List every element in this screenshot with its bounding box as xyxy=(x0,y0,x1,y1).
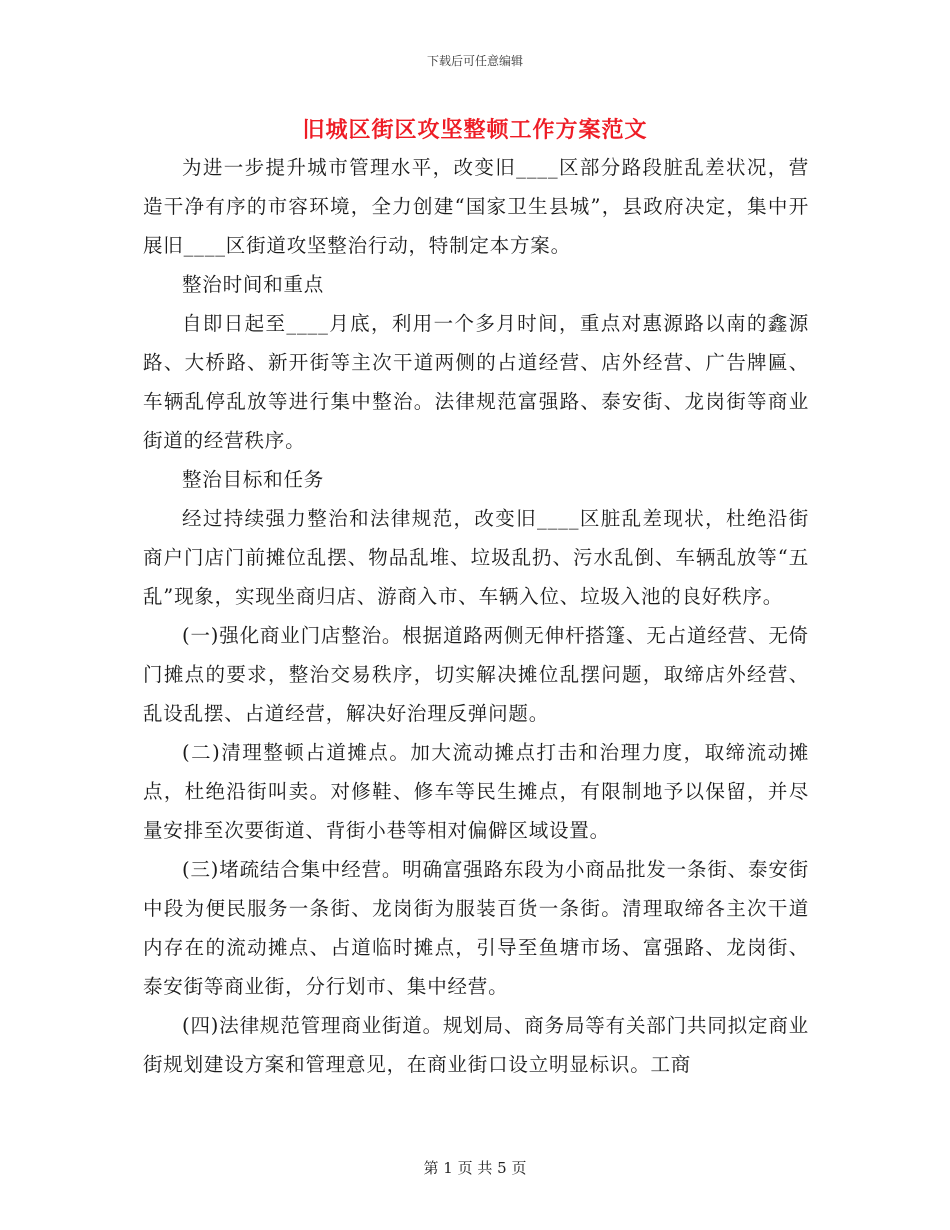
paragraph-item-1: (一)强化商业门店整治。根据道路两侧无伸杆搭篷、无占道经营、无倚门摊点的要求，整治交易秩序，切实解决摊位乱摆问题，取缔店外经营、乱设乱摆、占道经营，解决好治理反弹问题。 xyxy=(143,624,809,725)
section-heading-goals-tasks: 整治目标和任务 xyxy=(182,468,325,491)
paragraph-goals: 经过持续强力整治和法律规范，改变旧____区脏乱差现状，杜绝沿街商户门店门前摊位乱摆、物品乱堆、垃圾乱扔、污水乱倒、车辆乱放等“五乱”现象，实现坐商归店、游商入市、车辆入位、垃圾入池的良好秩序。 xyxy=(143,507,809,608)
page-number: 第 1 页 共 5 页 xyxy=(423,1159,527,1177)
document-body xyxy=(143,148,809,1084)
paragraph-item-3: (三)堵疏结合集中经营。明确富强路东段为小商品批发一条街、泰安街中段为便民服务一条街、龙岗街为服装百货一条街。清理取缔各主次干道内存在的流动摊点、占道临时摊点，引导至鱼塘市场、富强路、龙岗街、泰安街等商业街，分行划市、集中经营。 xyxy=(143,858,809,998)
paragraph-intro: 为进一步提升城市管理水平，改变旧____区部分路段脏乱差状况，营造干净有序的市容环境，全力创建“国家卫生县城”，县政府决定，集中开展旧____区街道攻坚整治行动，特制定本方案。 xyxy=(143,156,809,257)
document-title: 旧城区街区攻坚整顿工作方案范文 xyxy=(302,117,648,143)
header-note: 下载后可任意编辑 xyxy=(426,54,523,68)
section-heading-time-focus: 整治时间和重点 xyxy=(182,273,325,296)
paragraph-item-2: (二)清理整顿占道摊点。加大流动摊点打击和治理力度，取缔流动摊点，杜绝沿街叫卖。对修鞋、修车等民生摊点，有限制地予以保留，并尽量安排至次要街道、背街小巷等相对偏僻区域设置。 xyxy=(143,741,809,842)
paragraph-item-4: (四)法律规范管理商业街道。规划局、商务局等有关部门共同拟定商业街规划建设方案和管理意见，在商业街口设立明显标识。工商 xyxy=(143,1014,809,1076)
paragraph-time-focus: 自即日起至____月底，利用一个多月时间，重点对惠源路以南的鑫源路、大桥路、新开街等主次干道两侧的占道经营、店外经营、广告牌匾、车辆乱停乱放等进行集中整治。法律规范富强路、泰安街、龙岗街等商业街道的经营秩序。 xyxy=(143,312,809,452)
